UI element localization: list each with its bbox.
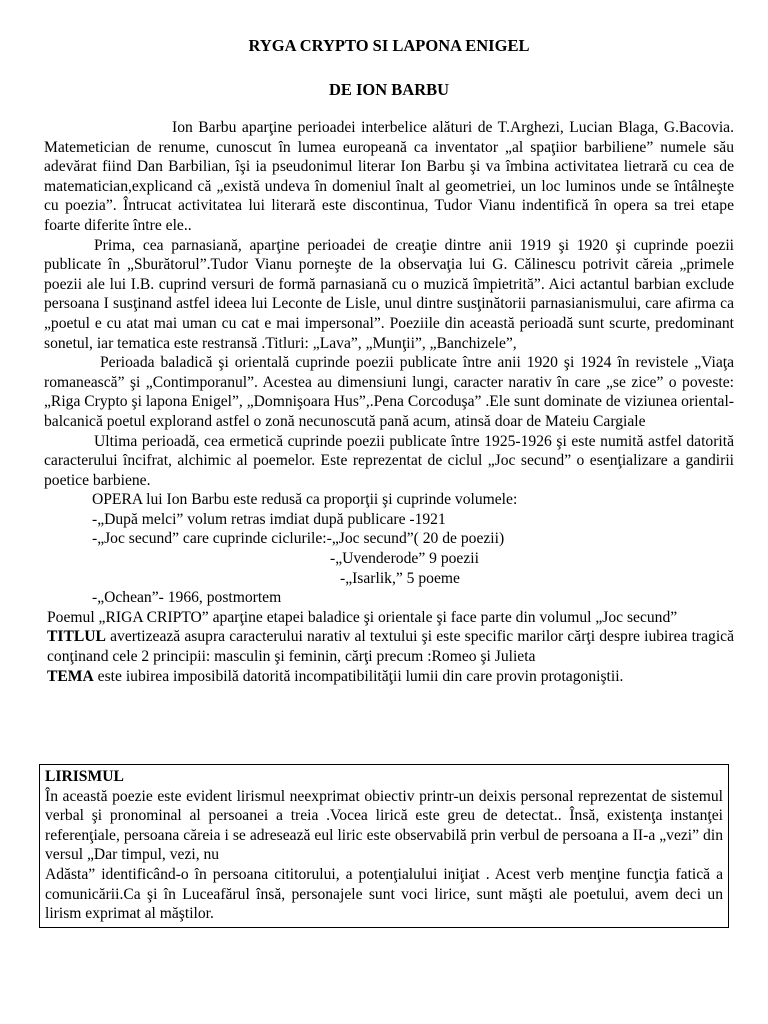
box-paragraph: În această poezie este evident lirismul neexprimat obiectiv printr-un deixis personal reprezentat de sistemul verbal şi pronominal al persoanei a treia .Vocea lirică este greu de detectat.. Însă, existenţa instanţei referenţiale, persoana căreia i se adresează eul liric este observabilă prin verbul de persoana a II-a „vezi” din versul „Dar timpul, vezi, nu xyxy=(45,787,723,864)
titlul-text: avertizează asupra caracterului narativ al textului şi este specific marilor cărţi despre iubirea tragică conţinand cele 2 principii: masculin şi feminin, cărţi precum :Romeo şi Julieta xyxy=(47,628,734,666)
document-body xyxy=(44,118,734,686)
opera-intro: OPERA lui Ion Barbu este redusă ca proporţii şi cuprinde volumele: xyxy=(92,491,518,509)
paragraph-intro: Ion Barbu aparţine perioadei interbelice alături de T.Arghezi, Lucian Blaga, G.Bacovia. Matemetician de renume, cunoscut în lumea europeană ca inventator „al spaţiior barbiliene” numele său adevărat fiind Dan Barbilian, îşi ia pseudonimul literar Ion Barbu şi va îmbina activitatea lietrară cu cea de matematician,explicand că „există undeva în domeniul înalt al geometriei, un loc luminos unde se întâlneşte cu poezia”. Întrucat activitatea lui literară este discontinua, Tudor Vianu indentifică în opera sa trei etape foarte diferite între ele.. xyxy=(44,119,734,234)
opera-subitem: -„Isarlik,” 5 poeme xyxy=(340,569,460,587)
document-author: DE ION BARBU xyxy=(328,80,450,99)
paragraph-tema xyxy=(44,667,734,687)
lirismul-box xyxy=(39,764,729,928)
box-header: LIRISMUL xyxy=(45,768,124,785)
paragraph-titlul xyxy=(44,627,734,666)
paragraph-parnasiana: Prima, cea parnasiană, aparţine perioadei de creaţie dintre anii 1919 şi 1920 şi cuprinde poezii publicate în „Sburătorul”.Tudor Vianu porneşte de la observaţia lui G. Călinescu potrivit căreia „primele poezii ale lui I.B. cuprind versuri de formă parnasiană cu o muzică împietrită”. Aici actantul barbian exclude persoana I susţinand astfel ideea lui Leconte de Lisle, unul dintre susţinătorii parnasianismului, care afirma ca „poetul e cu atat mai uman cu cat e mai impersonal”. Poeziile din această perioadă sunt scurte, predominant sonetul, iar tematica este restransă .Titluri: „Lava”, „Munţii”, „Banchizele”, xyxy=(44,236,734,352)
tema-text: este iubirea imposibilă datorită incompatibilităţii lumii din care provin protagoniştii. xyxy=(93,667,624,685)
opera-subitem: -„Uvenderode” 9 poezii xyxy=(330,550,479,568)
titlul-label: TITLUL xyxy=(47,628,106,646)
document-title: RYGA CRYPTO SI LAPONA ENIGEL xyxy=(248,36,530,55)
paragraph-baladica: Perioada baladică şi orientală cuprinde poezii publicate între anii 1920 şi 1924 în revistele „Viaţa romanească” şi „Contimporanul”. Acestea au dimensiuni lungi, caracter narativ în care „se zice” o poveste: „Riga Crypto şi lapona Enigel”, „Domnişoara Hus”,.Pena Corcoduşa” .Ele sunt dominate de viziunea oriental-balcanică poetul explorand astfel o zonă necunoscută pană acum, atinsă doar de Mateiu Cargiale xyxy=(44,354,734,430)
opera-list xyxy=(44,490,734,608)
paragraph-ermetica: Ultima perioadă, cea ermetică cuprinde poezii publicate între 1925-1926 şi este numită astfel datorită caracterului încifrat, alchimic al poemelor. Este reprezentat de ciclul „Joc secund” o esenţializare a gandirii poetice barbiene. xyxy=(44,432,734,489)
opera-item: -„Joc secund” care cuprinde ciclurile:-„Joc secund”( 20 de poezii) xyxy=(92,530,505,548)
tema-label: TEMA xyxy=(47,667,94,685)
opera-item: -„Ochean”- 1966, postmortem xyxy=(92,589,282,607)
box-paragraph: Adăsta” identificând-o în persoana cititorului, a potenţialului iniţiat . Acest verb menţine funcţia fatică a comunicării.Ca şi în Luceafărul însă, personajele sunt voci lirice, sunt măşti ale poetului, avem deci un lirism exprimat al măştilor. xyxy=(45,865,723,923)
opera-item: -„După melci” volum retras imdiat după publicare -1921 xyxy=(92,510,446,528)
paragraph-poem: Poemul „RIGA CRIPTO” aparţine etapei baladice şi orientale şi face parte din volumul „Joc secund” xyxy=(47,608,678,626)
